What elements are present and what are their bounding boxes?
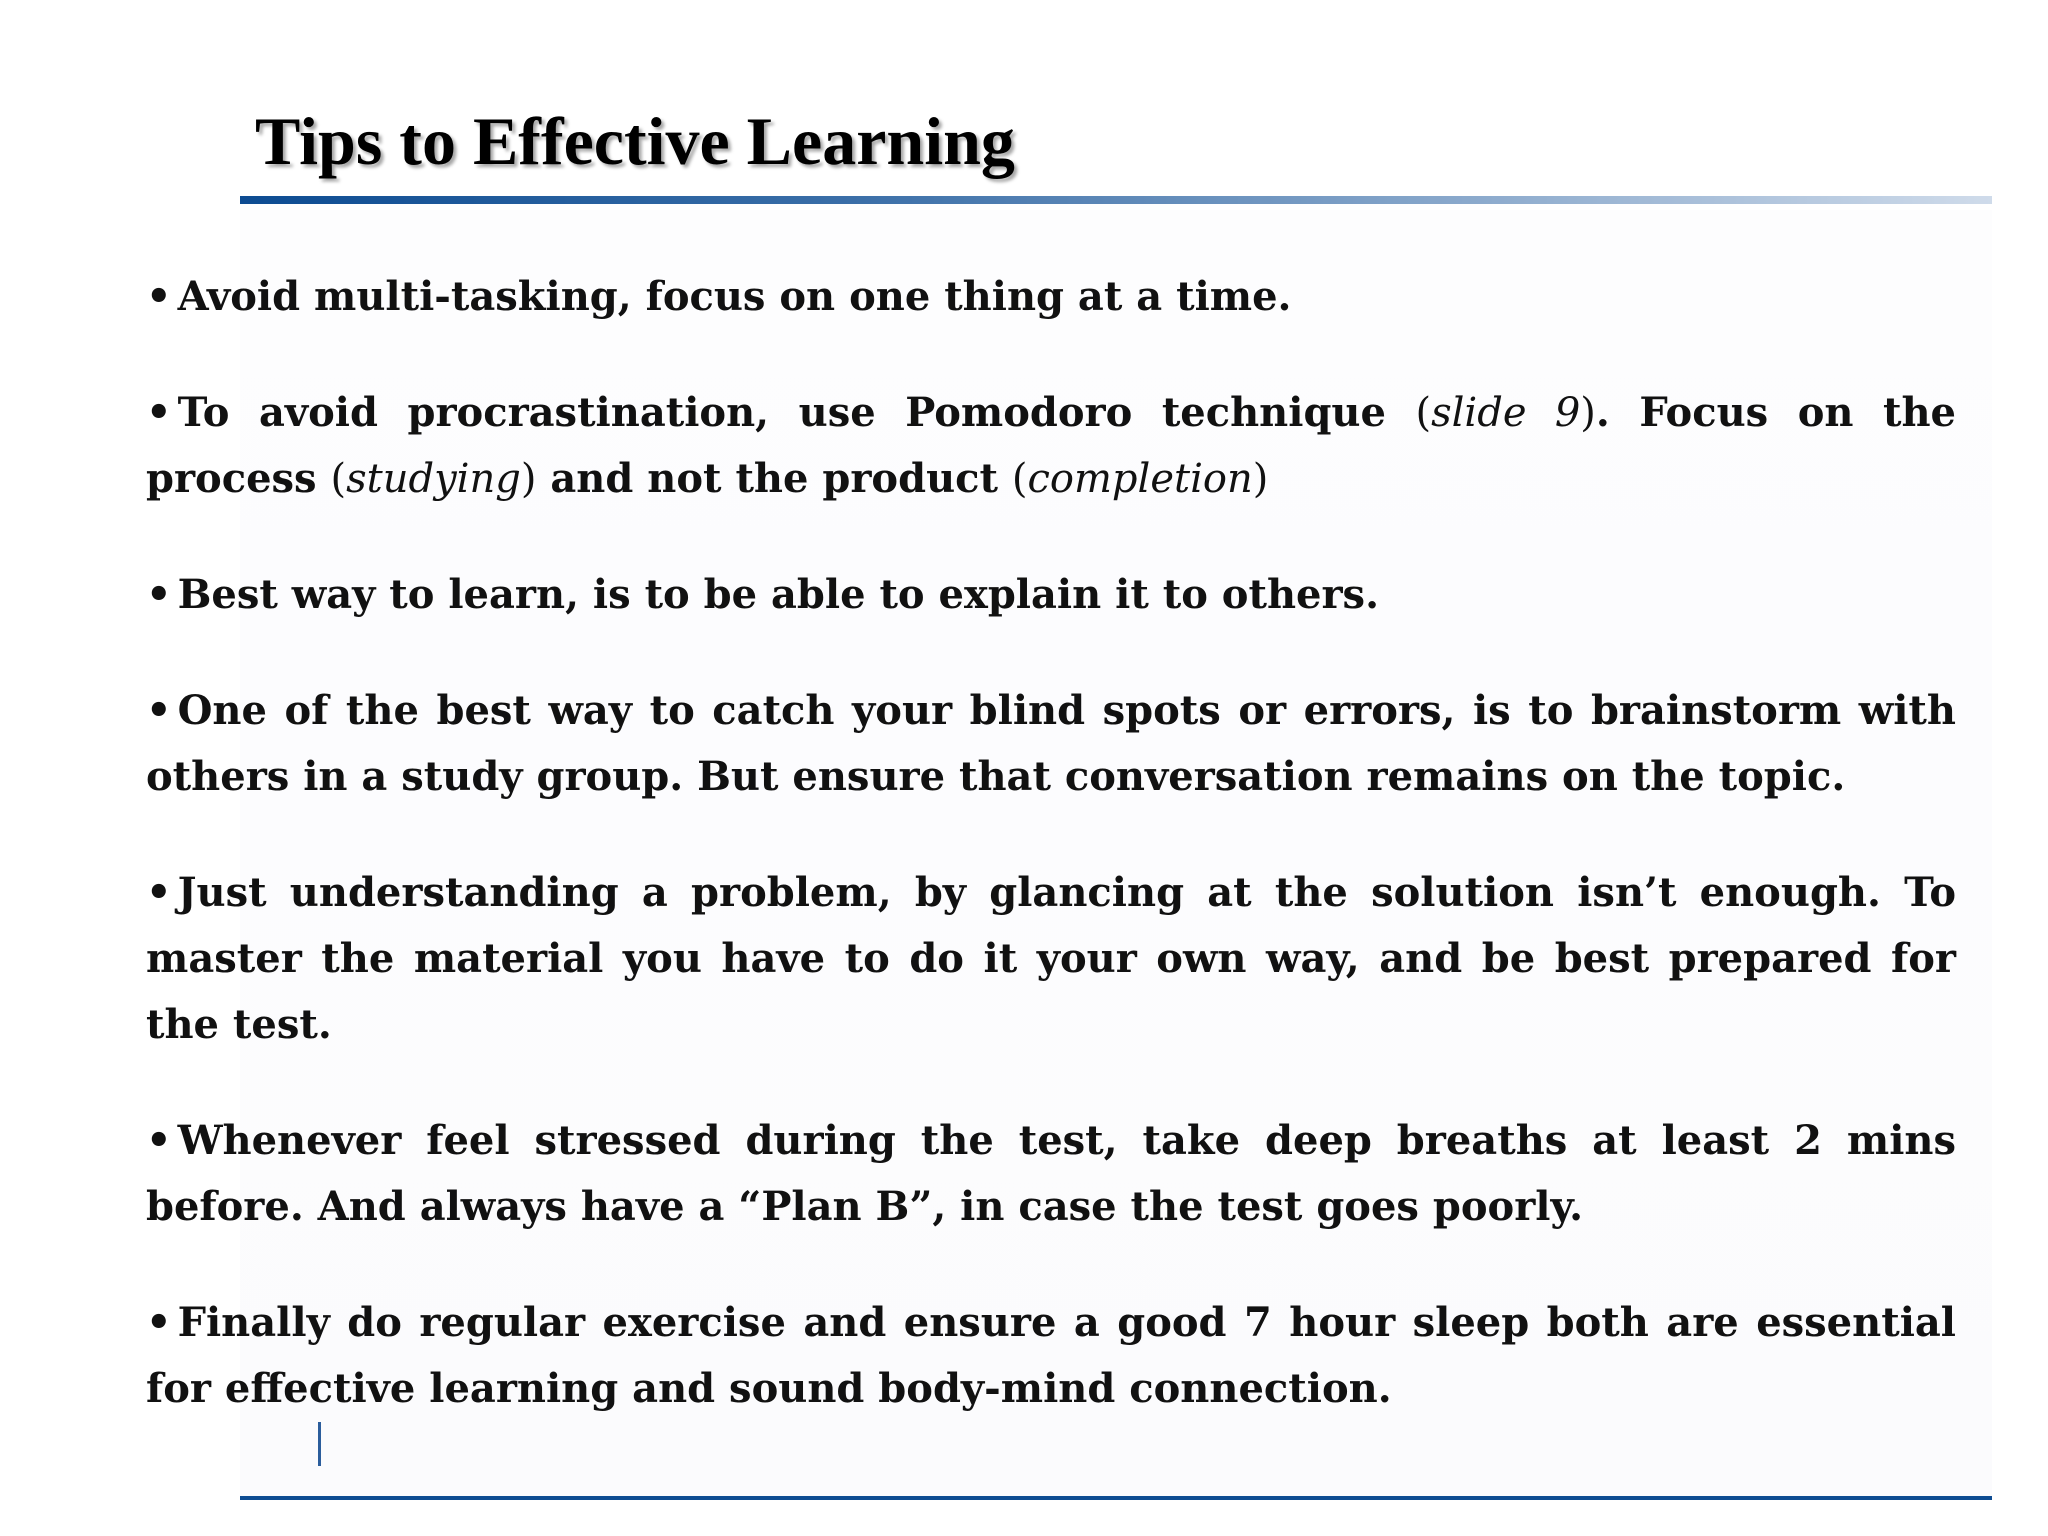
bullet-icon: • [146,1117,172,1164]
text-cursor [318,1422,321,1466]
bullet-text: Finally do regular exercise and ensure a good 7 hour sleep both are essential for effective learning and sound body-mind connection. [146,1299,1956,1412]
bullet-paren: ( [1011,456,1028,502]
bullet-paren: ) [1252,456,1269,502]
bullet-icon: • [146,687,172,734]
bullet-icon: • [146,273,172,320]
bullet-item-explain [146,562,1956,628]
bullet-icon: • [146,571,172,618]
bullet-paren: ( [330,456,347,502]
bullet-text: and not the product [536,455,1012,502]
bullet-text: Just understanding a problem, by glancing at the solution isn’t enough. To master the material you have to do it your own way, and be best prepared for the test. [146,869,1956,1048]
bullet-text: Whenever feel stressed during the test, take deep breaths at least 2 mins before. And always have a “Plan B”, in case the test goes poorly. [146,1117,1956,1230]
bullet-paren: ) [1580,390,1596,436]
bullet-item-procrastination [146,380,1956,512]
slide-title: Tips to Effective Learning [255,103,1015,179]
bullet-text: Best way to learn, is to be able to explain it to others. [177,571,1380,618]
bullet-italic: slide 9 [1431,390,1581,436]
bullet-text: One of the best way to catch your blind spots or errors, is to brainstorm with others in a study group. But ensure that conversation remains on the topic. [146,687,1956,800]
bullet-icon: • [146,869,172,916]
bullet-text: To avoid procrastination, use Pomodoro technique [177,389,1416,436]
bullet-item-stress [146,1108,1956,1240]
bullet-paren: ) [520,456,537,502]
bullet-icon: • [146,389,172,436]
bullet-text: . Focus on the process [146,389,1956,502]
bullet-text: Avoid multi-tasking, focus on one thing at a time. [177,273,1292,320]
bullet-item-study-group [146,678,1956,810]
footer-rule [240,1496,1992,1500]
title-underline [240,196,1992,204]
bullet-item-multitasking [146,264,1956,330]
bullet-list [146,264,1956,1472]
bullet-item-exercise-sleep [146,1290,1956,1422]
bullet-icon: • [146,1299,172,1346]
bullet-paren: ( [1415,390,1432,436]
bullet-item-own-way [146,860,1956,1058]
bullet-italic: completion [1027,456,1253,502]
bullet-italic: studying [346,456,521,502]
